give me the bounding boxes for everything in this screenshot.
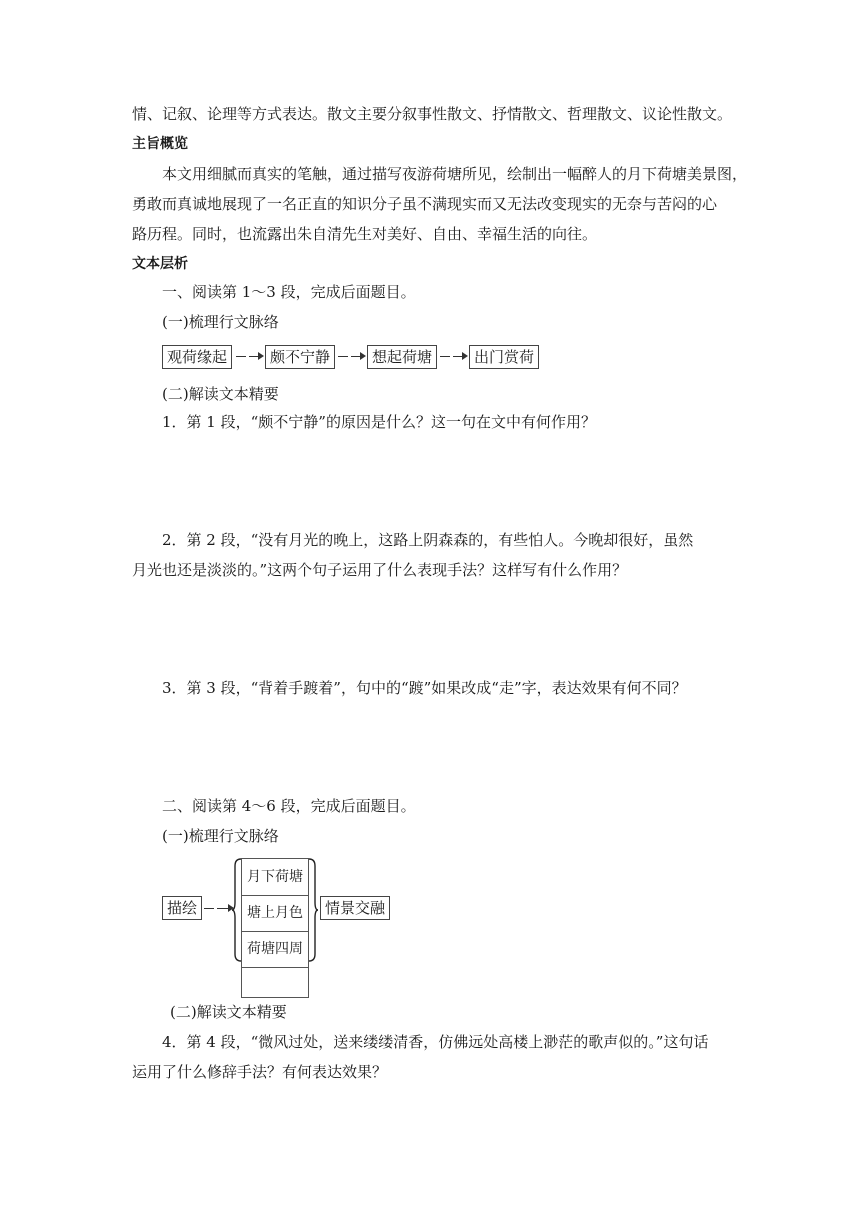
- flow-box: 出门赏荷: [469, 345, 539, 369]
- source-box: 描绘: [162, 896, 202, 920]
- flow-arrow-icon: [338, 351, 366, 361]
- part2-sub-analysis: (二)解读文本精要: [170, 1003, 287, 1021]
- result-box: 情景交融: [320, 896, 390, 920]
- question-4-line1: 4．第 4 段，“微风过处，送来缕缕清香，仿佛远处高楼上渺茫的歌声似的。”这句话: [162, 1033, 709, 1051]
- flow-box: 想起荷塘: [367, 345, 437, 369]
- question-3: 3．第 3 段，“背着手踱着”，句中的“踱”如果改成“走”字，表达效果有何不同？: [162, 679, 687, 697]
- branch-item: 月下荷塘: [242, 859, 308, 896]
- branch-column: [241, 858, 309, 998]
- right-brace-icon: [308, 858, 318, 962]
- branch-item: 荷塘四周: [242, 931, 308, 968]
- question-2-line2: 月光也还是淡淡的。”这两个句子运用了什么表现手法？这样写有什么作用？: [132, 561, 628, 579]
- flow-box: 颇不宁静: [265, 345, 335, 369]
- analysis-heading: 文本层析: [132, 256, 188, 272]
- part1-title: 一、阅读第 1～3 段，完成后面题目。: [162, 283, 416, 301]
- part1-sub-analysis: (二)解读文本精要: [162, 385, 279, 403]
- part2-sub-structure: (一)梳理行文脉络: [162, 827, 279, 845]
- summary-line: 勇敢而真诚地展现了一名正直的知识分子虽不满现实而又无法改变现实的无奈与苦闷的心: [132, 195, 718, 213]
- flow-arrow-icon: [440, 351, 468, 361]
- part1-sub-structure: (一)梳理行文脉络: [162, 313, 279, 331]
- branch-item: 塘上月色: [242, 895, 308, 932]
- intro-text: 情、记叙、论理等方式表达。散文主要分叙事性散文、抒情散文、哲理散文、议论性散文。: [132, 105, 733, 123]
- flow-arrow-icon: [204, 903, 234, 913]
- flow-box: 观荷缘起: [162, 345, 232, 369]
- flow-arrow-icon: [236, 351, 264, 361]
- question-2-line1: 2．第 2 段，“没有月光的晚上，这路上阴森森的，有些怕人。今晚却很好，虽然: [162, 531, 694, 549]
- part2-title: 二、阅读第 4～6 段，完成后面题目。: [162, 797, 416, 815]
- summary-heading: 主旨概览: [132, 136, 188, 152]
- question-1: 1．第 1 段，“颇不宁静”的原因是什么？这一句在文中有何作用？: [162, 413, 596, 431]
- summary-line: 本文用细腻而真实的笔触，通过描写夜游荷塘所见，绘制出一幅醉人的月下荷塘美景图，: [162, 165, 748, 183]
- question-4-line2: 运用了什么修辞手法？有何表达效果？: [132, 1063, 388, 1081]
- summary-line: 路历程。同时，也流露出朱自清先生对美好、自由、幸福生活的向往。: [132, 225, 598, 243]
